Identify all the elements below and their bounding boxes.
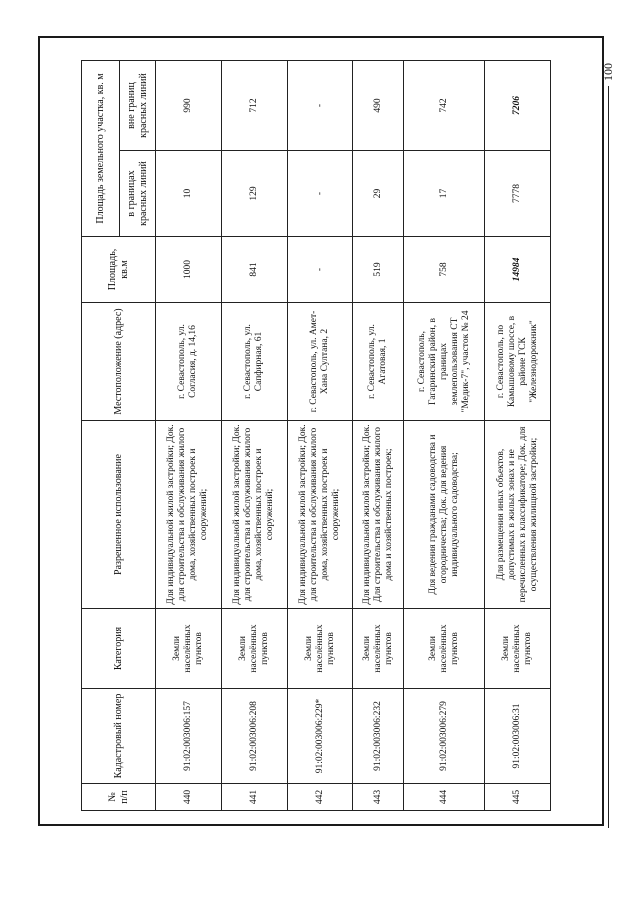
cell-use: Для индивидуальной жилой застройки; Док. Для строительства и обслуживания жилого дома и хозяйственных построек; [353,421,403,609]
cell-num: 444 [403,784,484,811]
cell-area: 14984 [485,237,551,303]
cell-location: г. Севастополь, по Камышовому шоссе, в районе ГСК "Железнодорожник" [485,303,551,421]
header-category: Категория [82,609,156,689]
cell-within: 7778 [485,151,551,237]
cell-location: г. Севастополь, ул. Согласия, д. 14,16 [156,303,222,421]
cell-outside: 490 [353,61,403,151]
cell-cadastral: 91:02:003006:208 [221,689,287,784]
cell-use: Для размещения иных объектов, допустимых в жилых зонах и не перечисленных в классификаторе; Док. для осуществления жилищной застройки; [485,421,551,609]
cell-location: г. Севастополь, Гагаринский район, в границах землепользования СТ "Медик-7", участок № 24 [403,303,484,421]
cell-outside: 742 [403,61,484,151]
cell-area: 1000 [156,237,222,303]
cell-num: 443 [353,784,403,811]
header-land-area: Площадь земельного участка, кв. м [82,61,120,237]
header-area: Площадь, кв.м [82,237,156,303]
header-num: № п/п [82,784,156,811]
land-plots-table [81,60,551,811]
cell-location: г. Севастополь, ул. Агатовая, 1 [353,303,403,421]
header-permitted-use: Разрешенное использование [82,421,156,609]
cell-category: Земли населённых пунктов [156,609,222,689]
cell-area: 841 [221,237,287,303]
header-within: в границах красных линий [120,151,156,237]
cell-cadastral: 91:02:003006:31 [485,689,551,784]
cell-outside: 7206 [485,61,551,151]
cell-category: Земли населённых пунктов [403,609,484,689]
table-row [156,61,222,811]
cell-location: г. Севастополь, ул. Амет-Хана Султана, 2 [287,303,353,421]
cell-num: 440 [156,784,222,811]
cell-within: - [287,151,353,237]
cell-location: г. Севастополь, ул. Сапфирная, 61 [221,303,287,421]
cell-use: Для ведения гражданами садоводства и огородничества; Док. для ведения индивидуального садоводства; [403,421,484,609]
cell-cadastral: 91:02:003006:232 [353,689,403,784]
cell-num: 442 [287,784,353,811]
header-outside: вне границ красных линий [120,61,156,151]
cell-cadastral: 91:02:003006:157 [156,689,222,784]
cell-area: - [287,237,353,303]
header-cadastral: Кадастровый номер [82,689,156,784]
cell-within: 17 [403,151,484,237]
cell-outside: 990 [156,61,222,151]
cell-category: Земли населённых пунктов [353,609,403,689]
table-row [287,61,353,811]
table-row [221,61,287,811]
cell-use: Для индивидуальной жилой застройки; Док. для строительства и обслуживания жилого дома, хозяйственных построек и сооружений; [156,421,222,609]
cell-within: 29 [353,151,403,237]
cell-outside: - [287,61,353,151]
table-row [485,61,551,811]
cell-use: Для индивидуальной жилой застройки; Док. для строительства и обслуживания жилого дома, хозяйственных построек и сооружений; [287,421,353,609]
cell-num: 441 [221,784,287,811]
cell-category: Земли населённых пунктов [287,609,353,689]
margin-rule [608,86,609,828]
cell-area: 758 [403,237,484,303]
table-row [403,61,484,811]
rotated-table-container [81,61,551,811]
cell-num: 445 [485,784,551,811]
header-location: Местоположение (адрес) [82,303,156,421]
cell-cadastral: 91:02:003006:279 [403,689,484,784]
cell-within: 10 [156,151,222,237]
cell-category: Земли населённых пунктов [221,609,287,689]
cell-use: Для индивидуальной жилой застройки; Док. для строительства и обслуживания жилого дома, хозяйственных построек и сооружений; [221,421,287,609]
cell-within: 129 [221,151,287,237]
page-number: 100 [601,63,615,81]
cell-category: Земли населённых пунктов [485,609,551,689]
cell-area: 519 [353,237,403,303]
cell-cadastral: 91:02:003006:229* [287,689,353,784]
cell-outside: 712 [221,61,287,151]
table-row [353,61,403,811]
